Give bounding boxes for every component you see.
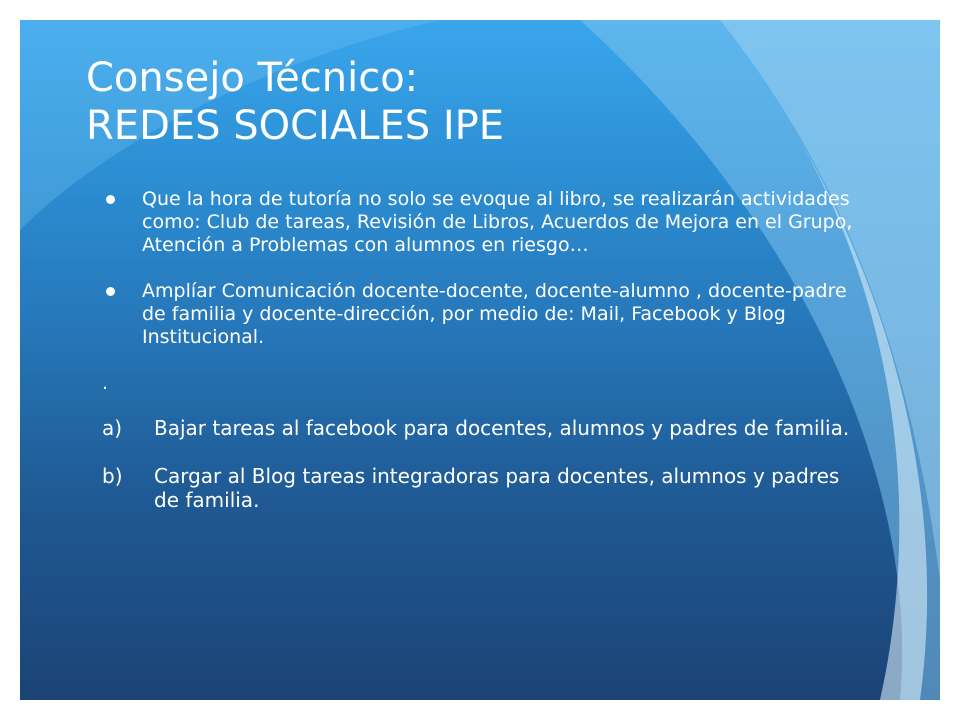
enumerated-marker: a) [102, 416, 123, 440]
bullet-text: Que la hora de tutoría no solo se evoque al libro, se realizarán actividades como: Club de tareas, Revisión de Libros, Acuerdos de Mejora en el Grupo, Atención a Problemas con alumnos en riesgo… [142, 188, 853, 256]
enumerated-marker: b) [102, 464, 123, 488]
enumerated-item [102, 416, 862, 440]
enumerated-text: Bajar tareas al facebook para docentes, alumnos y padres de familia. [154, 416, 850, 440]
slide [20, 20, 940, 700]
enumerated-item [102, 464, 862, 512]
bullet-item [102, 188, 862, 257]
title-line-1: Consejo Técnico: [86, 55, 419, 101]
slide-body [102, 188, 862, 512]
slide-title [86, 54, 886, 150]
bullet-item [102, 280, 862, 349]
separator-text: . [102, 372, 109, 394]
bullet-dot-icon [106, 287, 115, 296]
title-line-2: REDES SOCIALES IPE [86, 103, 505, 149]
enumerated-text: Cargar al Blog tareas integradoras para docentes, alumnos y padres de familia. [154, 464, 840, 512]
bullet-dot-icon [106, 195, 115, 204]
bullet-text: Amplíar Comunicación docente-docente, docente-alumno , docente-padre de familia y docente-dirección, por medio de: Mail, Facebook y Blog Institucional. [142, 280, 847, 348]
